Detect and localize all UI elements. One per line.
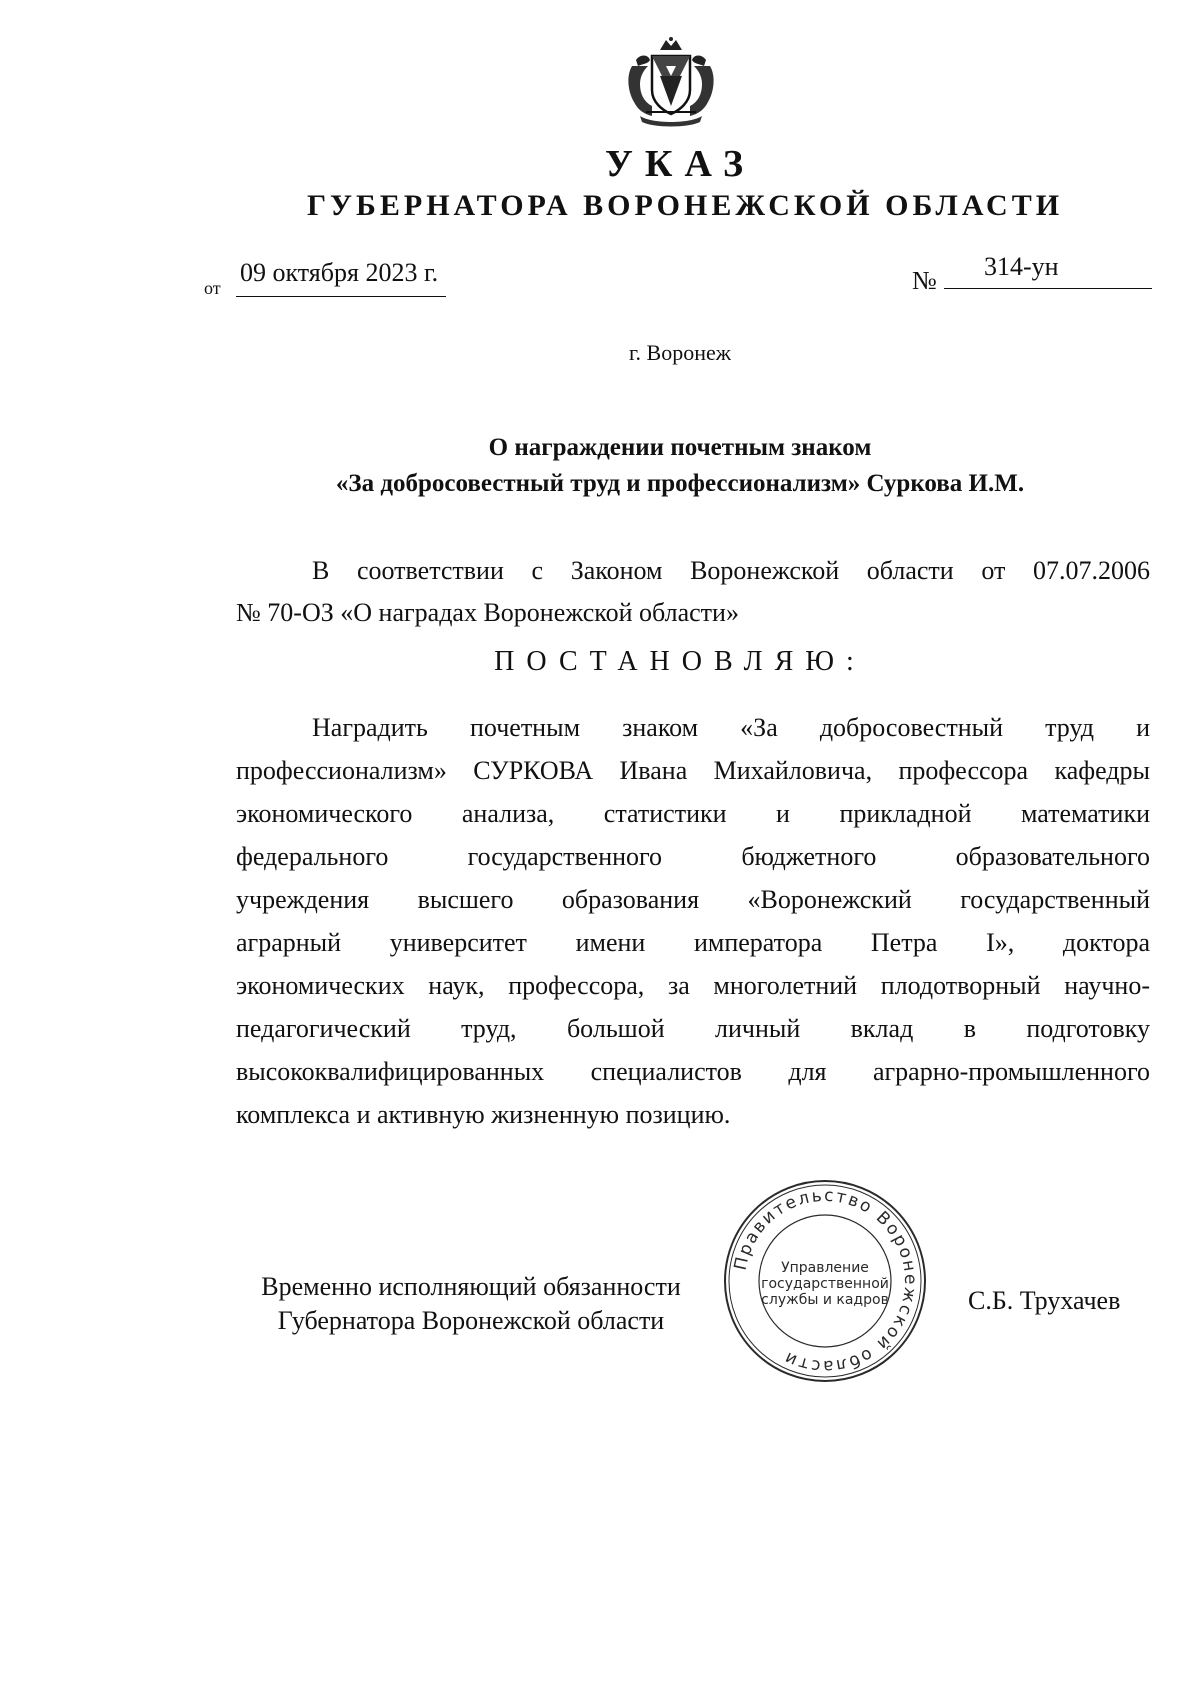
body-line: педагогический труд, большой личный вклад в подготовку [236,1014,1150,1043]
body-line: экономического анализа, статистики и прикладной математики [236,799,1150,828]
body-line: аграрный университет имени императора Петра I», доктора [236,928,1150,957]
body-line: профессионализм» СУРКОВА Ивана Михайловича, профессора кафедры [236,756,1150,785]
stamp-outer-text: Правительство Воронежской области [730,1185,921,1377]
stamp-inner-line-3: службы и кадров [761,1292,889,1308]
document-subject [200,430,1160,502]
body-line: учреждения высшего образования «Воронежский государственный [236,885,1150,914]
document-date: 09 октября 2023 г. [240,258,439,287]
signatory-position-line-1: Временно исполняющий обязанности [261,1272,681,1301]
subject-line-2: «За добросовестный труд и профессионализм» Суркова И.М. [335,470,1025,497]
date-prefix: от [204,278,221,298]
body-line: комплекса и активную жизненную позицию. [236,1100,731,1129]
body-line: Наградить почетным знаком «За добросовестный труд и [312,713,1150,742]
subject-line-1: О награждении почетным знаком [488,434,872,461]
official-stamp [722,1178,928,1384]
body-line: федерального государственного бюджетного образовательного [236,842,1150,871]
document-number: 314-ун [984,252,1059,281]
body-line: экономических наук, профессора, за многолетний плодотворный научно- [236,971,1150,1000]
decree-word: ПОСТАНОВЛЯЮ: [494,646,866,677]
document-subtitle: ГУБЕРНАТОРА ВОРОНЕЖСКОЙ ОБЛАСТИ [306,189,1064,222]
document-title: УКАЗ [605,143,755,185]
preamble-line-1: В соответствии с Законом Воронежской области от 07.07.2006 [312,556,1150,585]
stamp-inner-line-1: Управление [781,1260,869,1276]
signatory-name: С.Б. Трухачев [968,1286,1121,1315]
signatory-position [236,1270,706,1338]
stamp-inner-line-2: государственной [761,1276,889,1292]
coat-of-arms-emblem [622,36,720,128]
signatory-position-line-2: Губернатора Воронежской области [277,1306,665,1335]
number-prefix: № [912,266,937,295]
decree-body [236,706,1150,1136]
body-line: высококвалифицированных специалистов для аграрно-промышленного [236,1057,1150,1086]
preamble-line-2: № 70-ОЗ «О наградах Воронежской области» [236,598,739,627]
city: г. Воронеж [629,340,731,365]
